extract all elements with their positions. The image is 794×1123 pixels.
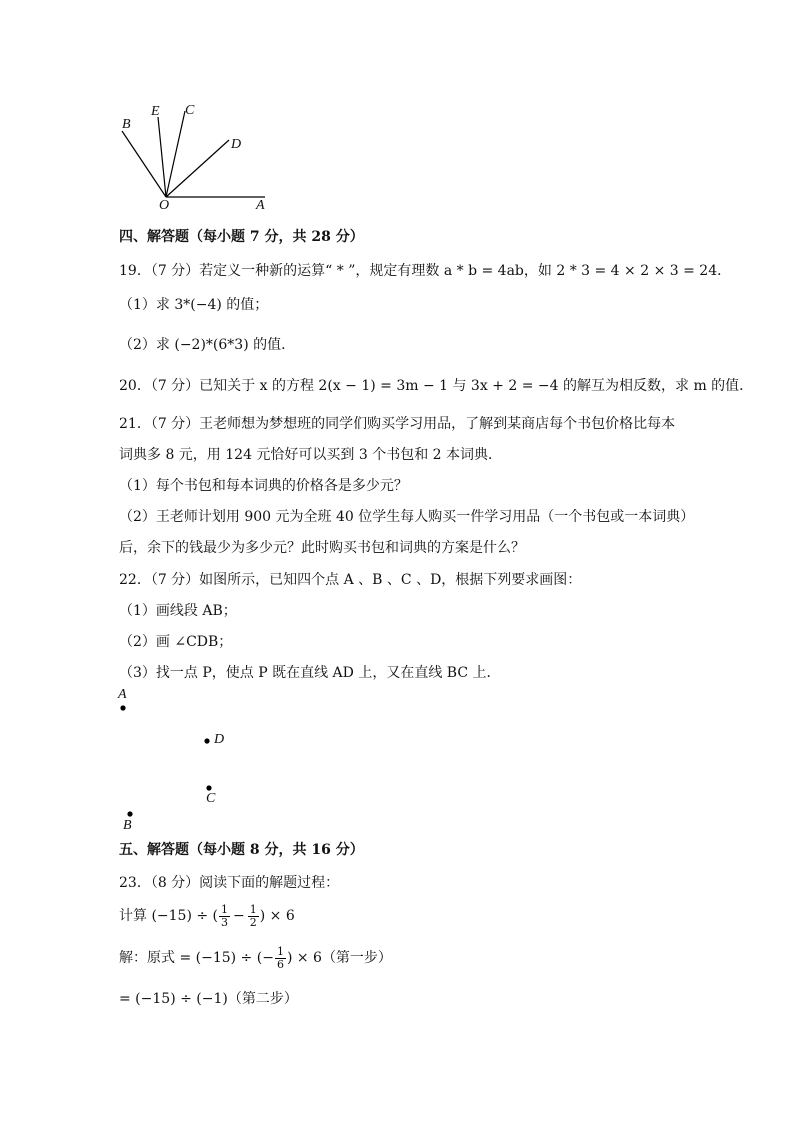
- q21-stem-2: 词典多 8 元，用 124 元恰好可以买到 3 个书包和 2 本词典．: [119, 447, 503, 463]
- point-B: [127, 811, 132, 816]
- frac3-den: 6: [276, 957, 284, 971]
- points-dots: [112, 688, 252, 838]
- q23-calc: [119, 902, 295, 930]
- point-A: [120, 705, 125, 710]
- frac3-num: 1: [276, 944, 284, 958]
- section-5-title: 五、解答题（每小题 8 分，共 16 分）: [119, 842, 364, 858]
- q21-part2a: （2）王老师计划用 900 元为全班 40 位学生每人购买一件学习用品（一个书包或一本词典）: [119, 509, 695, 525]
- ray-OC: [166, 111, 185, 197]
- angle-figure: [110, 100, 290, 220]
- q23-step2: = (−15) ÷ (−1)（第二步）: [119, 991, 298, 1007]
- q22-stem: 22．（7 分）如图所示，已知四个点 A 、B 、C 、D，根据下列要求画图：: [119, 572, 582, 588]
- q19-stem: 19．（7 分）若定义一种新的运算“ * ”，规定有理数 a * b = 4ab，如 2 * 3 = 4 × 2 × 3 = 24．: [119, 263, 732, 279]
- q21-part1: （1）每个书包和每本词典的价格各是多少元？: [119, 478, 408, 494]
- ray-OB: [122, 131, 166, 197]
- label-O: O: [159, 198, 170, 213]
- calc-suffix: ) × 6: [259, 908, 295, 924]
- frac2-den: 2: [249, 915, 257, 929]
- q22-part1: （1）画线段 AB；: [119, 603, 237, 619]
- point-label-B: B: [123, 818, 132, 833]
- q21-part2b: 后，余下的钱最少为多少元？此时购买书包和词典的方案是什么？: [119, 540, 525, 556]
- label-A: A: [256, 198, 265, 213]
- q23-step1: [119, 944, 392, 972]
- ray-OE: [158, 117, 166, 197]
- fraction-1-3: [219, 904, 230, 929]
- point-C: [206, 785, 211, 790]
- label-D: D: [231, 137, 242, 152]
- label-B: B: [122, 117, 131, 132]
- calc-prefix: 计算 (−15) ÷ (: [119, 908, 219, 924]
- q22-part3: （3）找一点 P，使点 P 既在直线 AD 上，又在直线 BC 上．: [119, 665, 501, 681]
- fraction-1-2: [248, 904, 259, 929]
- step1-suffix: ) × 6（第一步）: [286, 950, 392, 966]
- q21-stem-1: 21．（7 分）王老师想为梦想班的同学们购买学习用品，了解到某商店每个书包价格比每本: [119, 416, 676, 432]
- label-E: E: [151, 104, 160, 119]
- step1-prefix: 解：原式 = (−15) ÷ (−: [119, 950, 274, 966]
- point-label-A: A: [118, 687, 127, 702]
- ray-OD: [166, 140, 229, 197]
- q23-stem: 23．（8 分）阅读下面的解题过程：: [119, 875, 340, 891]
- q22-part2: （2）画 ∠CDB；: [119, 634, 233, 650]
- q19-part2: （2）求 (−2)*(6*3) 的值．: [119, 337, 296, 353]
- label-C: C: [185, 103, 195, 118]
- frac2-num: 1: [249, 902, 257, 916]
- q20-stem: 20．（7 分）已知关于 x 的方程 2(x − 1) = 3m − 1 与 3x + 2 = −4 的解互为相反数，求 m 的值．: [119, 378, 754, 394]
- minus-sign: −: [233, 908, 245, 924]
- points-figure: [112, 688, 252, 838]
- section-4-title: 四、解答题（每小题 7 分，共 28 分）: [119, 229, 364, 245]
- frac1-num: 1: [221, 902, 229, 916]
- point-D: [204, 738, 209, 743]
- frac1-den: 3: [221, 915, 229, 929]
- point-label-D: D: [214, 732, 225, 747]
- point-label-C: C: [206, 791, 216, 806]
- fraction-1-6: [275, 946, 286, 971]
- q19-part1: （1）求 3*(−4) 的值；: [119, 297, 269, 313]
